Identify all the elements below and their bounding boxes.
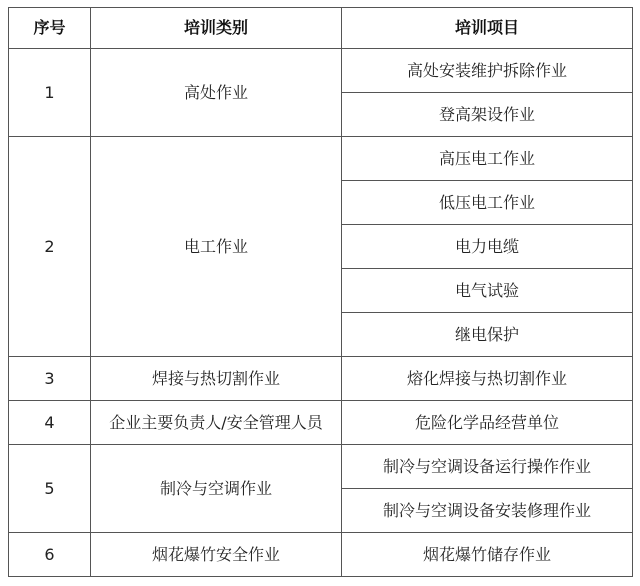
cell-number: 1 <box>9 49 91 137</box>
table-row <box>9 445 633 489</box>
cell-project: 登高架设作业 <box>342 93 633 137</box>
table-row <box>9 137 633 181</box>
cell-number: 5 <box>9 445 91 533</box>
cell-number: 4 <box>9 401 91 445</box>
cell-project: 低压电工作业 <box>342 181 633 225</box>
cell-project: 电力电缆 <box>342 225 633 269</box>
training-table-container <box>8 7 632 577</box>
cell-project: 危险化学品经营单位 <box>342 401 633 445</box>
table-header-row <box>9 8 633 49</box>
cell-category: 电工作业 <box>91 137 342 357</box>
table-row <box>9 49 633 93</box>
table-row <box>9 533 633 577</box>
cell-category: 制冷与空调作业 <box>91 445 342 533</box>
cell-category: 烟花爆竹安全作业 <box>91 533 342 577</box>
cell-project: 制冷与空调设备运行操作作业 <box>342 445 633 489</box>
cell-number: 3 <box>9 357 91 401</box>
cell-project: 电气试验 <box>342 269 633 313</box>
cell-project: 熔化焊接与热切割作业 <box>342 357 633 401</box>
cell-number: 6 <box>9 533 91 577</box>
cell-project: 高处安装维护拆除作业 <box>342 49 633 93</box>
cell-number: 2 <box>9 137 91 357</box>
cell-category: 企业主要负责人/安全管理人员 <box>91 401 342 445</box>
cell-category: 焊接与热切割作业 <box>91 357 342 401</box>
training-table <box>8 7 633 577</box>
header-project: 培训项目 <box>342 8 633 49</box>
cell-category: 高处作业 <box>91 49 342 137</box>
header-category: 培训类别 <box>91 8 342 49</box>
cell-project: 高压电工作业 <box>342 137 633 181</box>
cell-project: 继电保护 <box>342 313 633 357</box>
cell-project: 烟花爆竹储存作业 <box>342 533 633 577</box>
table-row <box>9 357 633 401</box>
cell-project: 制冷与空调设备安装修理作业 <box>342 489 633 533</box>
header-number: 序号 <box>9 8 91 49</box>
table-row <box>9 401 633 445</box>
